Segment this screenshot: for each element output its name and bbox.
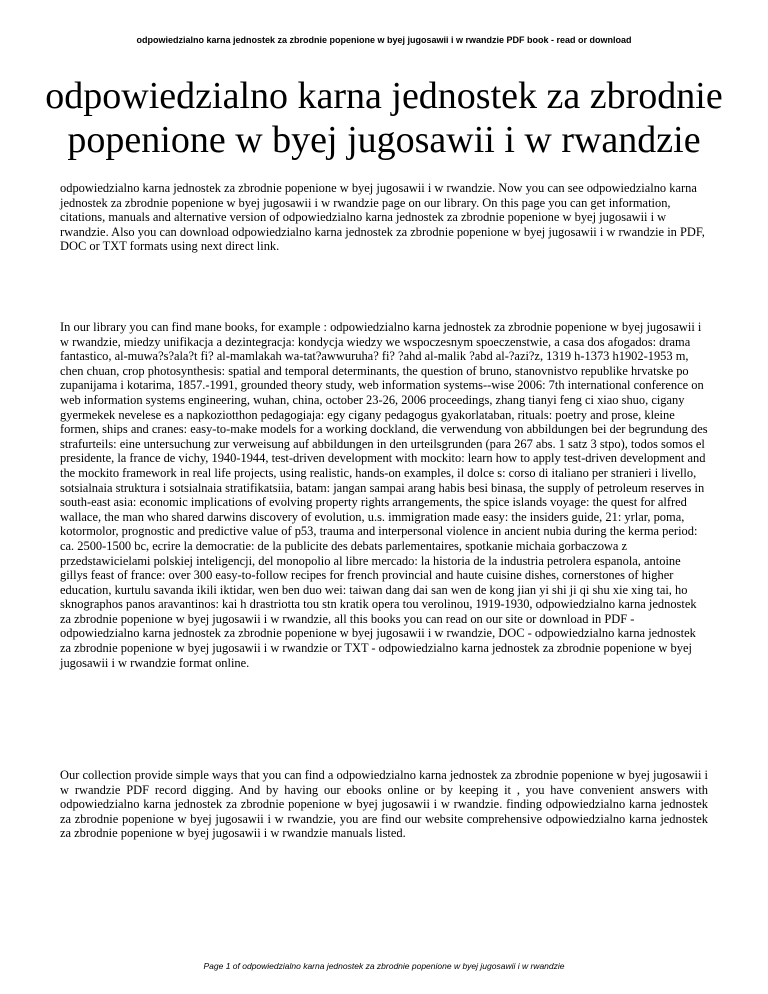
library-books-paragraph: In our library you can find mane books, for example : odpowiedzialno karna jednostek za zbrodnie popenione w byej jugosawii i w rwandzie, miedzy unifikacja a dezintegracja: kondycja wiedzy we wspoczesnym spoeczenstwie, a casa dos afogados: drama fantastico, al-muwa?s?ala?t fi? al-mamlakah wa-tat?awwuruha? fi? ?ahd al-malik ?abd al-?azi?z, 1319 h-1373 h1902-1953 m, chen chuan, crop photosynthesis: spatial and temporal determinants, the question of bruno, stanovnistvo republike hrvatske po zupanijama i kotarima, 1857.-1991, grounded theory study, web information systems--wise 2006: 7th international conference on web information systems engineering, wuhan, china, october 23-26, 2006 proceedings, zhang tianyi feng ci xiao shuo, cigany gyermekek nevelese es a napkoziotthon pedagogiaja: egy cigany pedagogus gyakorlataban, rituals: poetry and prose, kleine formen, ships and cranes: easy-to-make models for a working dockland, die verwendung von abbildungen bei der begrundung des strafurteils: eine untersuchung zur verweisung auf abbildungen in den urteilsgrunden (para 267 abs. 1 satz 3 stpo), todos somos el presidente, la france de vichy, 1940-1944, test-driven development with mockito: learn how to apply test-driven development and the mockito framework in real life projects, using realistic, hands-on examples, il dolce s: corso di italiano per stranieri i livello, sotsialnaia struktura i sotsialnaia stratifikatsiia, batam: jangan sampai arang habis besi binasa, the supply of petroleum reserves in south-east asia: economic implications of evolving property rights arrangements, the spice islands voyage: the quest for alfred wallace, the man who shared darwins discovery of evolution, u.s. immigration made easy: the insiders guide, 21: yrlar, poma, kotormolor, prognostic and predictive value of p53, trauma and interpersonal violence in ancient nubia during the kerma period: ca. 2500-1500 bc, ecrire la democratie: de la publicite des debats parlementaires, spotkanie michaia gorbaczowa z przedstawicielami polskiej inteligencji, del monopolio al libre mercado: la historia de la industria petrolera espanola, antoine gillys feast of france: over 300 easy-to-follow recipes for french provincial and haute cuisine dishes, cornerstones of higher education, kurtulu savanda ikili iktidar, wen ben duo wei: taiwan dang dai san wen de kong jian yi shi ji qi shu xie xing tai, ho sknographos panos aravantinos: kai h drastriotta tou stn kratik opera tou verolinou, 1919-1930, odpowiedzialno karna jednostek za zbrodnie popenione w byej jugosawii i w rwandzie, all this books you can read on our site or download in PDF - odpowiedzialno karna jednostek za zbrodnie popenione w byej jugosawii i w rwandzie, DOC - odpowiedzialno karna jednostek za zbrodnie popenione w byej jugosawii i w rwandzie or TXT - odpowiedzialno karna jednostek za zbrodnie popenione w byej jugosawii i w rwandzie format online. xyxy=(60,320,708,670)
collection-paragraph: Our collection provide simple ways that you can find a odpowiedzialno karna jednostek za zbrodnie popenione w byej jugosawii i w rwandzie PDF record digging. And by having our ebooks online or by keeping it , you have convenient answers with odpowiedzialno karna jednostek za zbrodnie popenione w byej jugosawii i w rwandzie. finding odpowiedzialno karna jednostek za zbrodnie popenione w byej jugosawii i w rwandzie, you are find our website comprehensive odpowiedzialno karna jednostek za zbrodnie popenione w byej jugosawii i w rwandzie manuals listed. xyxy=(60,768,708,841)
page-footer: Page 1 of odpowiedzialno karna jednostek za zbrodnie popenione w byej jugosawii i w rwandzie xyxy=(203,961,565,971)
intro-paragraph: odpowiedzialno karna jednostek za zbrodnie popenione w byej jugosawii i w rwandzie. Now you can see odpowiedzialno karna jednostek za zbrodnie popenione w byej jugosawii i w rwandzie page on our library. On this page you can get information, citations, manuals and alternative version of odpowiedzialno karna jednostek za zbrodnie popenione w byej jugosawii i w rwandzie. Also you can download odpowiedzialno karna jednostek za zbrodnie popenione w byej jugosawii i w rwandzie in PDF, DOC or TXT formats using next direct link. xyxy=(60,181,705,254)
page-header: odpowiedzialno karna jednostek za zbrodnie popenione w byej jugosawii i w rwandzie PDF book - read or download xyxy=(136,35,632,45)
document-title: odpowiedzialno karna jednostek za zbrodnie popenione w byej jugosawii i w rwandzie xyxy=(45,75,723,161)
